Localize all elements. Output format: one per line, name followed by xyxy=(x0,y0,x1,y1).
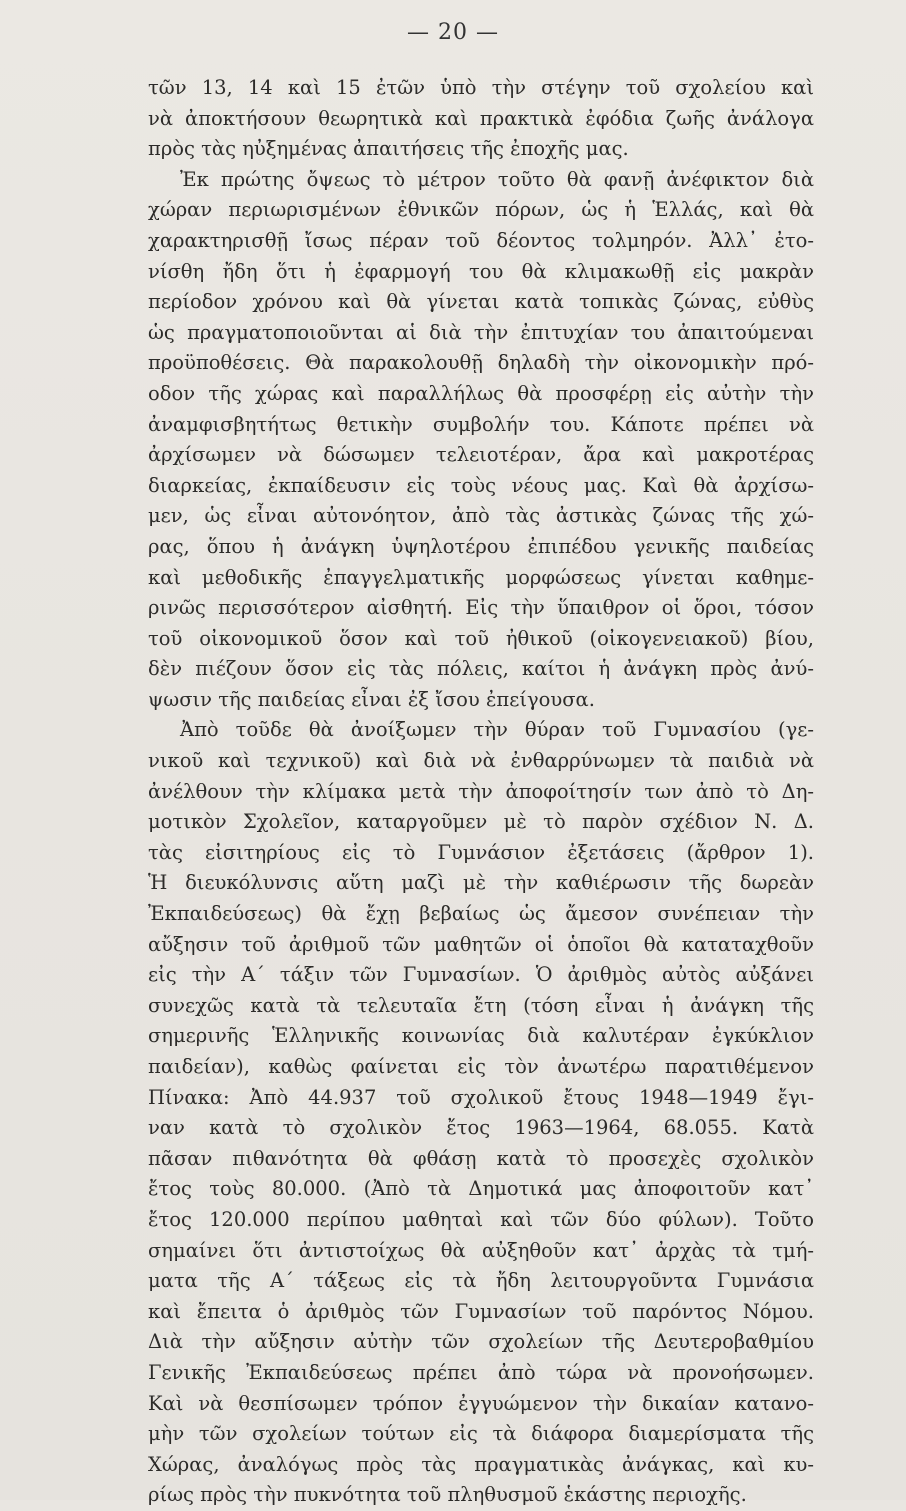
paragraph xyxy=(148,73,814,165)
text-line: ψωσιν τῆς παιδείας εἶναι ἐξ ἴσου ἐπείγουσα. xyxy=(148,687,595,711)
text-line: τοῦ οἰκονομικοῦ ὅσον καὶ τοῦ ἠθικοῦ (οἰκογενειακοῦ) βίου, xyxy=(148,626,814,650)
text-line: τῶν 13, 14 καὶ 15 ἐτῶν ὑπὸ τὴν στέγην τοῦ σχολείου καὶ xyxy=(148,76,814,99)
text-line: οδον τῆς χώρας καὶ παραλλήλως θὰ προσφέρῃ εἰς αὐτὴν τὴν xyxy=(148,381,814,405)
text-line: δὲν πιέζουν ὅσον εἰς τὰς πόλεις, καίτοι ἡ ἀνάγκη πρὸς ἀνύ- xyxy=(148,657,814,681)
text-line: Καὶ νὰ θεσπίσωμεν τρόπον ἐγγυώμενον τὴν δικαίαν κατανο- xyxy=(148,1391,814,1415)
page-number: — 20 — xyxy=(407,20,499,45)
text-line: παιδείαν), καθὼς φαίνεται εἰς τὸν ἀνωτέρω παρατιθέμενον xyxy=(148,1055,814,1078)
text-line: ἀρχίσωμεν νὰ δώσωμεν τελειοτέραν, ἄρα καὶ μακροτέρας xyxy=(148,443,814,467)
text-line: Διὰ τὴν αὔξησιν αὐτὴν τῶν σχολείων τῆς Δευτεροβαθμίου xyxy=(148,1330,814,1354)
text-line: χώραν περιωρισμένων ἐθνικῶν πόρων, ὡς ἡ Ἑλλάς, καὶ θὰ xyxy=(148,198,814,222)
text-line: ρας, ὅπου ἡ ἀνάγκη ὑψηλοτέρου ἐπιπέδου γενικῆς παιδείας xyxy=(148,534,814,558)
text-line: Ἐκ πρώτης ὄψεως τὸ μέτρον τοῦτο θὰ φανῇ ἀνέφικτον διὰ xyxy=(180,167,814,191)
body-text xyxy=(148,73,814,1511)
text-line: ματα τῆς Α΄ τάξεως εἰς τὰ ἤδη λειτουργοῦντα Γυμνάσια xyxy=(148,1269,814,1293)
text-line: πᾶσαν πιθανότητα θὰ φθάσῃ κατὰ τὸ προσεχὲς σχολικὸν xyxy=(148,1146,814,1170)
text-line: πρὸς τὰς ηὐξημένας ἀπαιτήσεις τῆς ἐποχῆς μας. xyxy=(148,137,629,161)
text-line: ἔτος τοὺς 80.000. (Ἀπὸ τὰ Δημοτικά μας ἀποφοιτοῦν κατ᾽ xyxy=(148,1177,814,1201)
text-line: συνεχῶς κατὰ τὰ τελευταῖα ἔτη (τόση εἶναι ἡ ἀνάγκη τῆς xyxy=(148,993,814,1017)
text-line: εἰς τὴν Α΄ τάξιν τῶν Γυμνασίων. Ὁ ἀριθμὸς αὐτὸς αὐξάνει xyxy=(148,963,814,987)
text-line: Πίνακα: Ἀπὸ 44.937 τοῦ σχολικοῦ ἔτους 1948—1949 ἔγι- xyxy=(148,1085,814,1109)
text-line: προϋποθέσεις. Θὰ παρακολουθῇ δηλαδὴ τὴν οἰκονομικὴν πρό- xyxy=(148,351,814,375)
text-line: νικοῦ καὶ τεχνικοῦ) καὶ διὰ νὰ ἐνθαρρύνωμεν τὰ παιδιὰ νὰ xyxy=(148,749,814,773)
text-line: χαρακτηρισθῇ ἴσως πέραν τοῦ δέοντος τολμηρόν. Ἀλλ᾽ ἐτο- xyxy=(148,228,814,252)
text-line: τὰς εἰσιτηρίους εἰς τὸ Γυμνάσιον ἐξετάσεις (ἄρθρον 1). xyxy=(148,840,814,864)
text-line: Χώρας, ἀναλόγως πρὸς τὰς πραγματικὰς ἀνάγκας, καὶ κυ- xyxy=(148,1452,814,1476)
text-line: καὶ ἔπειτα ὁ ἀριθμὸς τῶν Γυμνασίων τοῦ παρόντος Νόμου. xyxy=(148,1299,814,1323)
text-line: Γενικῆς Ἐκπαιδεύσεως πρέπει ἀπὸ τώρα νὰ προνοήσωμεν. xyxy=(148,1360,814,1384)
text-line: ἀνέλθουν τὴν κλίμακα μετὰ τὴν ἀποφοίτησίν των ἀπὸ τὸ Δη- xyxy=(148,779,814,803)
text-line: καὶ μεθοδικῆς ἐπαγγελματικῆς μορφώσεως γίνεται καθημε- xyxy=(148,565,814,589)
text-line: μοτικὸν Σχολεῖον, καταργοῦμεν μὲ τὸ παρὸν σχέδιον Ν. Δ. xyxy=(148,810,814,834)
text-line: μὴν τῶν σχολείων τούτων εἰς τὰ διάφορα διαμερίσματα τῆς xyxy=(148,1422,814,1446)
text-line: σημαίνει ὅτι ἀντιστοίχως θὰ αὐξηθοῦν κατ᾽ ἀρχὰς τὰ τμή- xyxy=(148,1238,814,1262)
text-line: ἀναμφισβητήτως θετικὴν συμβολήν του. Κάποτε πρέπει νὰ xyxy=(148,412,814,436)
text-line: αὔξησιν τοῦ ἀριθμοῦ τῶν μαθητῶν οἱ ὁποῖοι θὰ καταταχθοῦν xyxy=(148,932,814,956)
text-line: ρινῶς περισσότερον αἰσθητή. Εἰς τὴν ὕπαιθρον οἱ ὅροι, τόσον xyxy=(148,596,814,620)
text-line: Ἐκπαιδεύσεως) θὰ ἔχῃ βεβαίως ὡς ἄμεσον συνέπειαν τὴν xyxy=(148,902,814,926)
text-line: ἔτος 120.000 περίπου μαθηταὶ καὶ τῶν δύο φύλων). Τοῦτο xyxy=(148,1207,814,1231)
text-line: Ἡ διευκόλυνσις αὕτη μαζὶ μὲ τὴν καθιέρωσιν τῆς δωρεὰν xyxy=(148,871,814,895)
text-line: περίοδον χρόνου καὶ θὰ γίνεται κατὰ τοπικὰς ζώνας, εὐθὺς xyxy=(148,290,814,314)
text-line: διαρκείας, ἐκπαίδευσιν εἰς τοὺς νέους μας. Καὶ θὰ ἀρχίσω- xyxy=(148,473,814,497)
paragraph xyxy=(148,715,814,1510)
text-line: ὡς πραγματοποιοῦνται αἱ διὰ τὴν ἐπιτυχίαν του ἀπαιτούμεναι xyxy=(148,320,814,344)
text-line: νὰ ἀποκτήσουν θεωρητικὰ καὶ πρακτικὰ ἐφόδια ζωῆς ἀνάλογα xyxy=(148,106,814,130)
text-line: ρίως πρὸς τὴν πυκνότητα τοῦ πληθυσμοῦ ἑκάστης περιοχῆς. xyxy=(148,1483,747,1507)
text-line: νίσθη ἤδη ὅτι ἡ ἐφαρμογή του θὰ κλιμακωθῇ εἰς μακρὰν xyxy=(148,259,814,283)
text-line: Ἀπὸ τοῦδε θὰ ἀνοίξωμεν τὴν θύραν τοῦ Γυμνασίου (γε- xyxy=(180,718,814,742)
paragraph xyxy=(148,165,814,716)
text-line: μεν, ὡς εἶναι αὐτονόητον, ἀπὸ τὰς ἀστικὰς ζώνας τῆς χώ- xyxy=(148,504,814,528)
text-line: ναν κατὰ τὸ σχολικὸν ἔτος 1963—1964, 68.055. Κατὰ xyxy=(148,1116,814,1140)
text-line: σημερινῆς Ἑλληνικῆς κοινωνίας διὰ καλυτέραν ἐγκύκλιον xyxy=(148,1024,814,1048)
